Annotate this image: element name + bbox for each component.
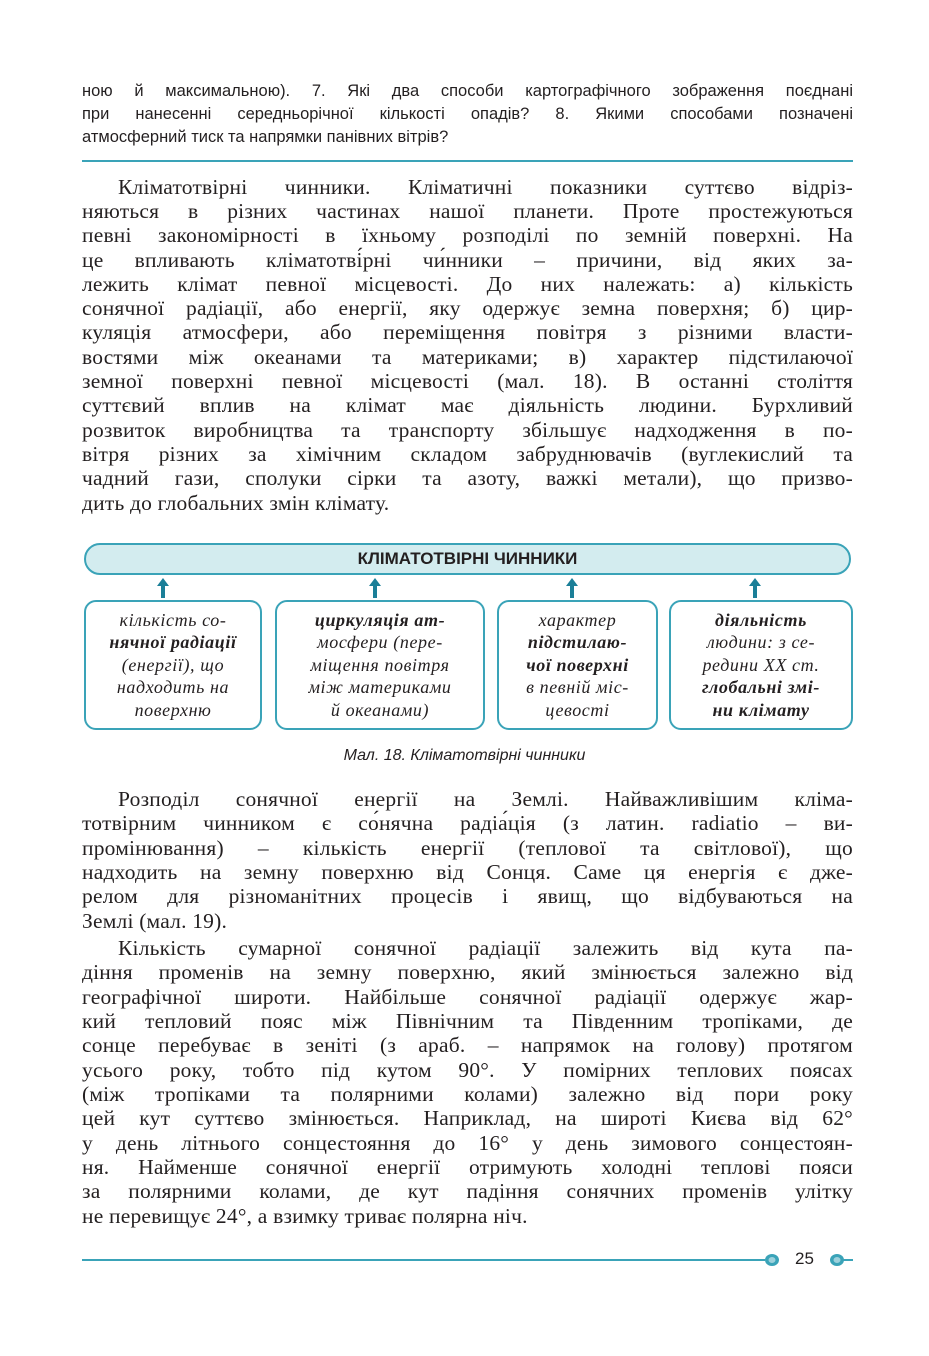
body-line: земної поверхні певної місцевості (мал. 18). В останні століття bbox=[82, 369, 853, 393]
body-line: певні закономірності в їхньому розподілі по земній поверхні. На bbox=[82, 223, 853, 247]
box-line: поверхню bbox=[134, 699, 212, 720]
body-line: сонячної радіації, або енергії, яку одержує земна поверхня; б) цир- bbox=[82, 296, 853, 320]
box-line: ни клімату bbox=[712, 699, 810, 720]
body-line: суттєвий вплив на клімат має діяльність людини. Бурхливий bbox=[82, 393, 853, 417]
box-line: й океанами) bbox=[330, 699, 430, 720]
figure-caption: Мал. 18. Кліматотвірні чинники bbox=[343, 747, 586, 764]
section-divider bbox=[82, 160, 853, 162]
box-line: характер bbox=[538, 609, 617, 630]
arrow-up-icon bbox=[749, 578, 761, 598]
box-line: підстилаю- bbox=[527, 632, 628, 653]
body-line: усього року, тобто під кутом 90°. У помірних теплових поясах bbox=[82, 1058, 853, 1082]
body-line: (між тропіками та полярними колами) залежно від пори року bbox=[82, 1082, 853, 1106]
diagram-header: КЛІМАТОТВІРНІ ЧИННИКИ bbox=[84, 543, 851, 575]
body-line: Землі (мал. 19). bbox=[82, 909, 228, 933]
body-line: вітря різних за хімічним складом забруднювачів (вуглекислий та bbox=[82, 442, 853, 466]
page-marker-dot-icon bbox=[829, 1252, 853, 1268]
arrow-up-icon bbox=[157, 578, 169, 598]
box-line: людини: з се- bbox=[706, 632, 816, 653]
box-line: редини XX ст. bbox=[702, 654, 820, 675]
body-line: релом для різноманітних процесів і явищ, що відбуваються на bbox=[82, 884, 853, 908]
box-line: між материками bbox=[308, 677, 452, 698]
body-line: це впливають кліматотві́рні чи́нники – причини, від яких за- bbox=[82, 248, 853, 272]
box-line: діяльність bbox=[715, 609, 807, 630]
body-line: востями між океанами та материками; в) характер підстилаючої bbox=[82, 345, 853, 369]
box-line: міщення повітря bbox=[310, 654, 450, 675]
box-line: глобальні змі- bbox=[702, 677, 820, 698]
arrow-up-icon bbox=[369, 578, 381, 598]
box-line: чої поверхні bbox=[526, 654, 629, 675]
body-line: няються в різних частинах нашої планети. Проте простежуються bbox=[82, 199, 853, 223]
body-line: Кліматотвірні чинники. Кліматичні показники суттєво відріз- bbox=[118, 175, 853, 199]
body-line: тотвірним чинником є со́нячна радіа́ція (з латин. radiatio – ви- bbox=[82, 811, 853, 835]
box-line: цевості bbox=[545, 699, 610, 720]
factor-box-human-activity bbox=[669, 600, 853, 730]
body-line: лежить клімат певної місцевості. До них належать: а) кількість bbox=[82, 272, 853, 296]
page-number: 25 bbox=[795, 1249, 814, 1268]
box-line: в певній міс- bbox=[526, 677, 629, 698]
box-line: нячної радіації bbox=[109, 632, 237, 653]
body-line: куляція атмосфери, або переміщення повітря з різними власти- bbox=[82, 320, 853, 344]
box-line: (енергії), що bbox=[121, 654, 225, 675]
footer-rule bbox=[82, 1259, 765, 1261]
arrow-up-icon bbox=[566, 578, 578, 598]
box-line: надходить на bbox=[116, 677, 230, 698]
body-line: дить до глобальних змін клімату. bbox=[82, 491, 390, 515]
body-line: Кількість сумарної сонячної радіації залежить від кута па- bbox=[118, 936, 853, 960]
body-line: діння променів на земну поверхню, який змінюється залежно від bbox=[82, 960, 853, 984]
page-marker-dot-icon bbox=[764, 1252, 780, 1268]
body-line: ня. Найменше сонячної енергії отримують холодні теплові пояси bbox=[82, 1155, 853, 1179]
box-line: мосфери (пере- bbox=[317, 632, 443, 653]
body-line: сонце перебуває в зеніті (з араб. – напрямок на голову) протягом bbox=[82, 1033, 853, 1057]
intro-line: при нанесенні середньорічної кількості опадів? 8. Якими способами позначені bbox=[82, 105, 853, 123]
box-line: кількість со- bbox=[119, 609, 227, 630]
body-line: Розподіл сонячної енергії на Землі. Найважливішим кліма- bbox=[118, 787, 853, 811]
box-line: циркуляція ат- bbox=[314, 609, 446, 630]
body-line: надходить на земну поверхню від Сонця. Саме ця енергія є дже- bbox=[82, 860, 853, 884]
body-line: розвиток виробництва та транспорту збільшує надходження в по- bbox=[82, 418, 853, 442]
factor-box-solar-radiation bbox=[84, 600, 262, 730]
body-line: промінювання) – кількість енергії (теплової та світлової), що bbox=[82, 836, 853, 860]
body-line: за полярними колами, де кут падіння сонячних променів улітку bbox=[82, 1179, 853, 1203]
body-line: чадний гази, сполуки сірки та азоту, важкі метали), що призво- bbox=[82, 466, 853, 490]
factor-box-underlying-surface bbox=[497, 600, 658, 730]
body-line: не перевищує 24°, а взимку триває полярна ніч. bbox=[82, 1204, 528, 1228]
body-line: кий тепловий пояс між Північним та Південним тропіками, де bbox=[82, 1009, 853, 1033]
body-line: у день літнього сонцестояння до 16° у день зимового сонцестоян- bbox=[82, 1131, 853, 1155]
body-line: цей кут суттєво змінюється. Наприклад, на широті Києва від 62° bbox=[82, 1106, 853, 1130]
intro-line: атмосферний тиск та напрямки панівних вітрів? bbox=[82, 128, 449, 146]
body-line: географічної широти. Найбільше сонячної радіації одержує жар- bbox=[82, 985, 853, 1009]
intro-line: ною й максимальною). 7. Які два способи картографічного зображення поєднані bbox=[82, 82, 853, 100]
factor-box-atmosphere-circulation bbox=[275, 600, 485, 730]
